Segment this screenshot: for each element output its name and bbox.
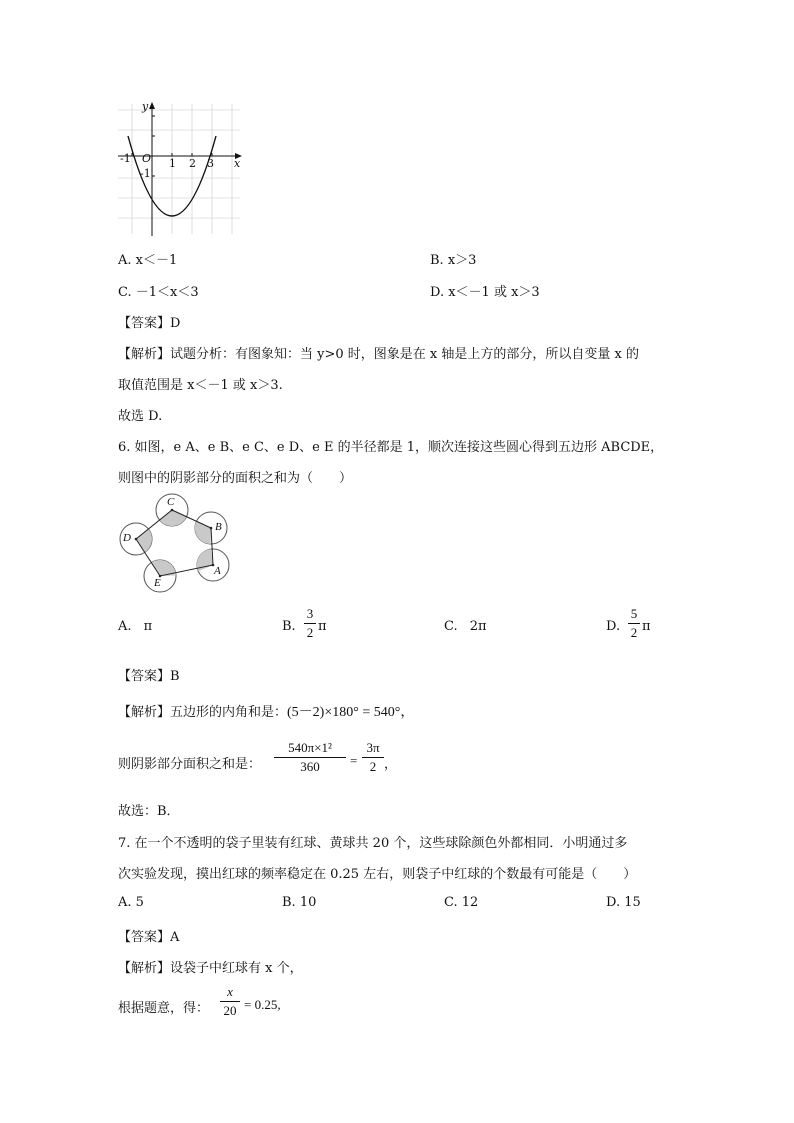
q7-answer: 【答案】A: [118, 930, 180, 945]
q7-option-c: C. 12: [444, 895, 479, 910]
q6-result-numerator: 3π: [366, 740, 380, 755]
y-axis-label: y: [142, 100, 149, 113]
q7-stem-line1: 7. 在一个不透明的袋子里装有红球、黄球共 20 个，这些球除颜色外都相同．小明通过多: [118, 836, 628, 851]
tick-label-y-neg1: -1: [140, 167, 151, 180]
q6-option-d: [606, 606, 666, 650]
q7-equation-prefix: 根据题意，得：: [118, 1001, 210, 1016]
circle-label-d: D: [123, 532, 131, 544]
q6-shaded-numerator: 540π×1²: [288, 740, 332, 755]
q6-result-denominator: 2: [369, 759, 377, 774]
q6-option-c-value: 2π: [469, 619, 487, 634]
q7-option-d: D. 15: [606, 895, 641, 910]
circle-label-c: C: [167, 496, 175, 508]
q6-option-a-label: A.: [118, 619, 132, 634]
q6-shaded-prefix: 则阴影部分面积之和是：: [118, 757, 262, 772]
q6-result-fraction: [362, 740, 384, 775]
q7-fraction-numerator: x: [227, 984, 233, 999]
q6-analysis-prefix: 【解析】五边形的内角和是：: [118, 705, 288, 720]
q5-option-a: A. x＜－1: [118, 253, 178, 268]
tick-label-x-neg1: -1: [120, 152, 131, 165]
circle-label-e: E: [154, 577, 161, 589]
q6-option-c-label: C.: [444, 619, 458, 634]
q6-option-d-fraction: [628, 606, 640, 641]
q6-option-b-pi: π: [318, 619, 327, 634]
q6-option-a-value: π: [143, 619, 153, 634]
q6-option-b-denominator: 2: [306, 625, 314, 640]
tick-label-x-2: 2: [189, 157, 196, 170]
q6-analysis: [118, 701, 414, 721]
q6-conclusion: 故选：B．: [118, 804, 180, 819]
q7-equation: [118, 984, 338, 1030]
q5-analysis-line1: 【解析】试题分析：有图象知：当 y>0 时，图象是在 x 轴是上方的部分，所以自变量 x 的: [118, 347, 639, 362]
q6-option-a: [118, 619, 152, 634]
q6-shaded-denominator: 360: [300, 759, 320, 774]
q6-stem-line2: 则图中的阴影部分的面积之和为（ ）: [118, 471, 353, 486]
q6-option-d-denominator: 2: [630, 625, 638, 640]
q5-analysis-line2: 取值范围是 x＜－1 或 x＞3.: [118, 378, 283, 393]
q5-answer: 【答案】D: [118, 316, 181, 331]
q6-analysis-expression: (5－2)×180° = 540°，: [287, 705, 415, 720]
q7-fraction: [220, 984, 240, 1019]
parabola-graph: [116, 100, 246, 238]
q5-option-d: D. x＜－1 或 x＞3: [430, 285, 540, 300]
circle-label-b: B: [215, 521, 222, 533]
circle-label-a: A: [214, 565, 221, 577]
q7-analysis-line1: 【解析】设袋子中红球有 x 个，: [118, 961, 303, 976]
q6-result-comma: ，: [384, 757, 398, 772]
q6-equals-sign: =: [350, 753, 358, 768]
q5-option-c: C. －1＜x＜3: [118, 285, 199, 300]
q5-conclusion: 故选 D.: [118, 409, 163, 424]
pentagon-circles-figure: [114, 490, 244, 595]
q6-option-c: [444, 619, 487, 634]
q6-option-d-label: D.: [606, 619, 621, 634]
tick-label-x-1: 1: [169, 157, 176, 170]
q7-fraction-denominator: 20: [223, 1003, 237, 1018]
q5-option-b: B. x＞3: [430, 253, 477, 268]
x-axis-label: x: [234, 157, 241, 170]
q6-shaded-area: [118, 740, 418, 786]
q7-equation-tail: = 0.25,: [244, 997, 281, 1012]
q6-option-b-fraction: [304, 606, 316, 641]
q7-stem-line2: 次实验发现，摸出红球的频率稳定在 0.25 左右，则袋子中红球的个数最有可能是（ ）: [118, 867, 637, 882]
q6-answer: 【答案】B: [118, 669, 180, 684]
q6-option-b-label: B.: [282, 619, 296, 634]
q7-option-a: A. 5: [118, 895, 144, 910]
q7-option-b: B. 10: [282, 895, 317, 910]
tick-label-x-3: 3: [207, 157, 214, 170]
q6-option-b: [282, 606, 342, 650]
q6-option-d-numerator: 5: [630, 606, 638, 621]
q6-option-d-pi: π: [642, 619, 651, 634]
origin-label: O: [142, 152, 152, 165]
q6-stem-line1: 6. 如图，e A、e B、e C、e D、e E 的半径都是 1，顺次连接这些圆心得到五边形 ABCDE，: [118, 440, 664, 455]
q6-option-b-numerator: 3: [306, 606, 314, 621]
q6-shaded-fraction: [274, 740, 346, 775]
